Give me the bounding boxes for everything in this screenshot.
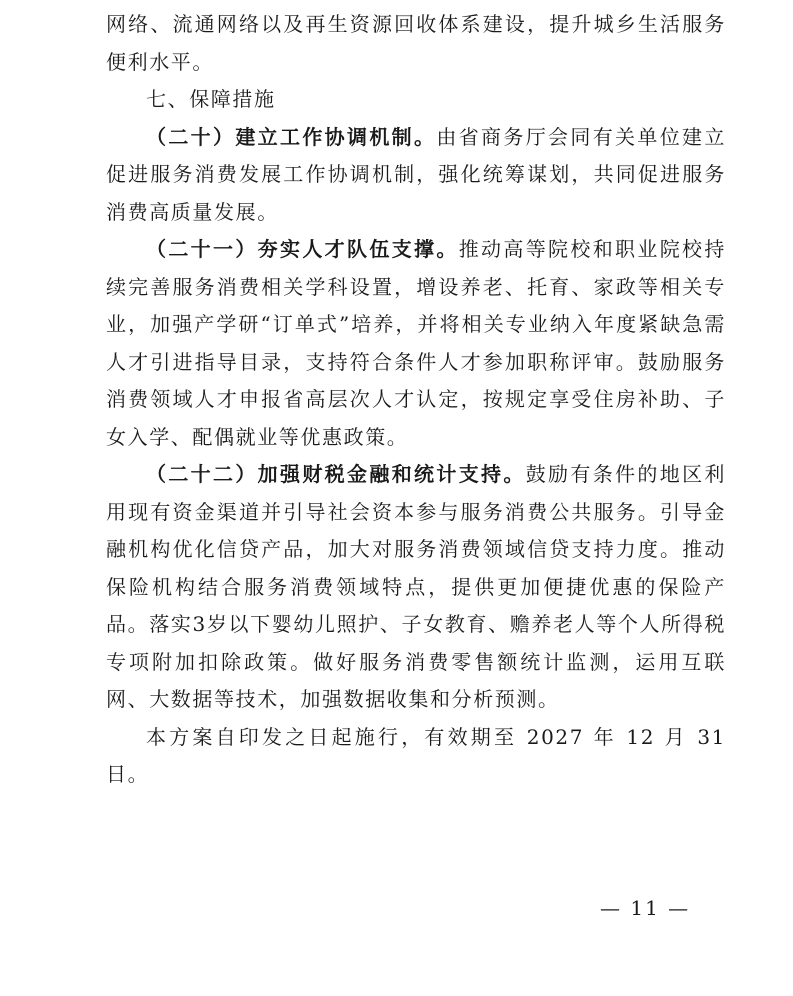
- item-lead-21: （二十一）夯实人才队伍支撑。: [146, 237, 459, 261]
- paragraph-continuation: 网络、流通网络以及再生资源回收体系建设，提升城乡生活服务便利水平。: [106, 12, 726, 74]
- item-text-20: 由省商务厅会同有关单位建立促进服务消费发展工作协调机制，强化统筹谋划，共同促进服务消费高质量发展。: [106, 124, 726, 224]
- item-text-21: 推动高等院校和职业院校持续完善服务消费相关学科设置，增设养老、托育、家政等相关专业，加强产学研“订单式”培养，并将相关专业纳入年度紧缺急需人才引进指导目录，支持符合条件人才参加职称评审。鼓励服务消费领域人才申报省高层次人才认定，按规定享受住房补助、子女入学、配偶就业等优惠政策。: [106, 237, 726, 449]
- item-paragraph-22: [106, 456, 726, 719]
- page-number: — 11 —: [600, 896, 691, 920]
- item-lead-22: （二十二）加强财税金融和统计支持。: [146, 462, 526, 486]
- closing-paragraph: 本方案自印发之日起施行，有效期至 2027 年 12 月 31 日。: [106, 724, 726, 786]
- section-heading: 七、保障措施: [146, 87, 276, 111]
- document-body: [106, 6, 726, 794]
- item-text-22: 鼓励有条件的地区利用现有资金渠道并引导社会资本参与服务消费公共服务。引导金融机构优化信贷产品，加大对服务消费领域信贷支持力度。推动保险机构结合服务消费领域特点，提供更加便捷优惠的保险产品。落实3岁以下婴幼儿照护、子女教育、赡养老人等个人所得税专项附加扣除政策。做好服务消费零售额统计监测，运用互联网、大数据等技术，加强数据收集和分析预测。: [106, 462, 727, 711]
- item-lead-20: （二十）建立工作协调机制。: [146, 124, 437, 149]
- item-paragraph-20: [106, 119, 726, 232]
- item-paragraph-21: [106, 231, 726, 456]
